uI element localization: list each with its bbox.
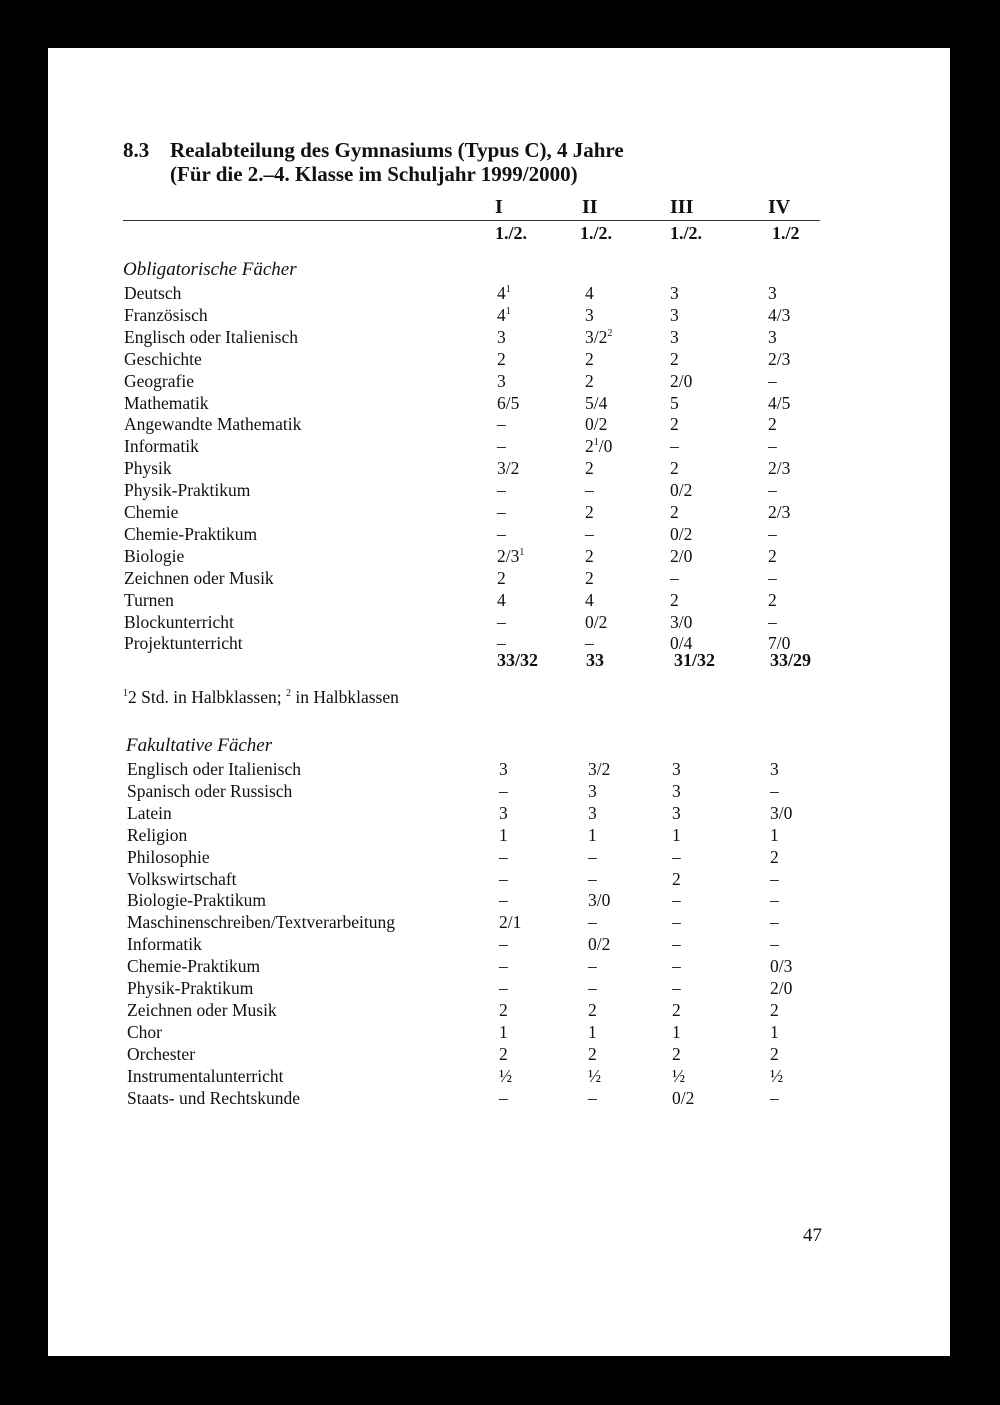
cell-text: 7/0 <box>768 633 791 654</box>
cell-value <box>670 545 692 567</box>
cell-value: 3 <box>672 780 681 801</box>
cell-text: 4 <box>497 589 506 610</box>
cell-value <box>497 501 506 523</box>
cell-text: 3 <box>670 283 679 303</box>
cell-text: – <box>585 633 594 654</box>
cell-text: 5 <box>670 392 679 413</box>
subject-label: Orchester <box>127 1043 196 1064</box>
cell-value: – <box>588 912 597 933</box>
cell-value <box>670 611 692 633</box>
cell-value: 0/2 <box>588 934 611 955</box>
cell-text: – <box>497 523 506 544</box>
cell-value: 1 <box>672 1021 681 1042</box>
cell-value <box>497 479 506 501</box>
total-IV: 33/29 <box>770 650 812 670</box>
cell-text: 2 <box>670 589 679 610</box>
cell-value <box>497 567 506 589</box>
cell-value <box>585 589 594 611</box>
table-row <box>48 802 948 824</box>
cell-value: 3/0 <box>770 802 793 823</box>
cell-value <box>768 567 777 589</box>
footnote-mark-1: 1 <box>123 688 128 700</box>
cell-text: – <box>497 502 506 522</box>
cell-value: ½ <box>672 1065 686 1086</box>
cell-text: – <box>768 480 777 501</box>
table-row <box>48 1021 948 1043</box>
cell-value: 2 <box>499 999 508 1020</box>
subject-label: Englisch oder Italienisch <box>127 759 301 779</box>
cell-value: – <box>672 934 681 955</box>
cell-text: 4 <box>497 283 506 303</box>
table-row <box>48 1065 948 1087</box>
cell-value: 2 <box>499 1043 508 1064</box>
cell-value: – <box>499 978 508 998</box>
cell-value <box>670 457 679 479</box>
table-row <box>48 933 948 955</box>
subject-label: Religion <box>127 824 188 845</box>
total-III: 31/32 <box>674 650 716 670</box>
cell-text: 2/3 <box>768 348 791 369</box>
column-header-II: II <box>582 196 598 218</box>
subject-label: Chemie-Praktikum <box>127 956 261 977</box>
cell-text: 3 <box>768 283 777 303</box>
cell-value: 2 <box>770 999 779 1020</box>
cell-text: 2 <box>585 348 594 369</box>
cell-value <box>497 413 506 435</box>
cell-value: ½ <box>588 1065 602 1086</box>
cell-text: 4/3 <box>768 304 791 325</box>
cell-text: 0/2 <box>585 414 608 435</box>
subject-label: Volkswirtschaft <box>127 868 237 889</box>
table-row <box>48 567 948 589</box>
table-row <box>48 501 948 523</box>
cell-value <box>768 370 777 392</box>
cell-value: 1 <box>770 1021 779 1042</box>
cell-value: – <box>770 868 779 889</box>
cell-value <box>768 589 777 611</box>
cell-text: – <box>670 436 679 457</box>
cell-value: – <box>770 780 779 801</box>
subject-label: Chemie <box>124 502 179 522</box>
cell-text: – <box>768 370 777 391</box>
footnote-marker: 1 <box>593 437 599 449</box>
cell-text: 2 <box>497 348 506 369</box>
table-row <box>48 479 948 501</box>
cell-value <box>497 348 506 370</box>
cell-text: 2 <box>585 502 594 522</box>
table-row <box>48 889 948 911</box>
cell-value: 1 <box>770 824 779 845</box>
optional-section-title: Fakultative Fächer <box>126 735 273 756</box>
cell-value <box>768 413 777 435</box>
subject-label: Blockunterricht <box>124 611 234 632</box>
cell-value: 2 <box>672 1043 681 1064</box>
subject-label: Biologie-Praktikum <box>127 890 267 911</box>
heading-number: 8.3 <box>123 138 150 162</box>
cell-text: – <box>497 633 506 654</box>
footnote-marker: 2 <box>607 327 613 339</box>
cell-value <box>670 348 679 370</box>
cell-value: 1 <box>499 824 508 845</box>
cell-value: – <box>588 978 597 998</box>
cell-value: 2 <box>770 1043 779 1064</box>
cell-text: – <box>670 567 679 588</box>
cell-text: 3 <box>497 370 506 391</box>
cell-text: 3 <box>670 304 679 325</box>
cell-value <box>768 523 777 545</box>
cell-text: 3 <box>768 326 777 347</box>
cell-text: 2/0 <box>670 370 693 391</box>
cell-text: 6/5 <box>497 392 520 413</box>
subject-label: Physik-Praktikum <box>127 978 254 998</box>
cell-value <box>585 326 612 348</box>
subject-label: Französisch <box>124 304 208 325</box>
subcolumn-IV: 1./2 <box>772 223 800 243</box>
cell-value <box>670 523 692 545</box>
subject-label: Physik-Praktikum <box>124 480 251 501</box>
cell-value <box>497 282 511 304</box>
obligatory-section-title: Obligatorische Fächer <box>123 259 297 280</box>
cell-value <box>670 479 692 501</box>
table-row <box>48 392 948 414</box>
cell-value: – <box>770 934 779 955</box>
table-row <box>48 868 948 890</box>
cell-value <box>768 545 777 567</box>
cell-text: 3 <box>585 304 594 325</box>
cell-value <box>497 370 506 392</box>
cell-value <box>585 479 594 501</box>
cell-value: – <box>672 978 681 998</box>
total-I: 33/32 <box>497 650 539 670</box>
cell-text: – <box>768 523 777 544</box>
cell-value <box>585 457 594 479</box>
cell-value: ½ <box>770 1065 784 1086</box>
cell-value <box>497 545 524 567</box>
heading-title-line2: (Für die 2.–4. Klasse im Schuljahr 1999/2000) <box>170 162 578 186</box>
cell-text: 2 <box>670 502 679 522</box>
cell-value <box>768 501 790 523</box>
subcolumn-I: 1./2. <box>495 223 528 243</box>
cell-value <box>670 370 692 392</box>
cell-text: 2 <box>585 436 594 457</box>
cell-value: – <box>499 868 508 889</box>
subject-label: Zeichnen oder Musik <box>127 999 277 1020</box>
table-row <box>48 413 948 435</box>
subject-label: Latein <box>127 802 172 823</box>
cell-value: 3 <box>672 802 681 823</box>
cell-value <box>585 435 612 457</box>
cell-value <box>670 435 679 457</box>
cell-value: – <box>672 890 681 911</box>
cell-text: – <box>585 523 594 544</box>
cell-value: – <box>770 912 779 933</box>
cell-value <box>585 611 607 633</box>
cell-text: 2/3 <box>768 502 791 522</box>
table-row <box>48 523 948 545</box>
cell-text: 4 <box>497 304 506 325</box>
column-header-III: III <box>670 196 694 218</box>
subject-label: Chor <box>127 1021 162 1042</box>
column-header-I: I <box>495 196 503 218</box>
cell-value: – <box>588 1087 597 1108</box>
subject-label: Spanisch oder Russisch <box>127 780 293 801</box>
subject-label: Informatik <box>124 436 199 457</box>
cell-value <box>670 567 679 589</box>
cell-value: 0/3 <box>770 956 793 977</box>
cell-text: 2/3 <box>497 545 520 566</box>
subcolumn-III: 1./2. <box>670 223 703 243</box>
cell-text: 0/4 <box>670 633 693 654</box>
cell-value: 2/0 <box>770 978 793 998</box>
cell-value <box>585 348 594 370</box>
cell-value: 1 <box>588 824 597 845</box>
page-number: 47 <box>803 1225 822 1246</box>
cell-value: 2 <box>588 1043 597 1064</box>
cell-text: – <box>497 414 506 435</box>
cell-text: 2 <box>670 414 679 435</box>
cell-value: – <box>770 890 779 911</box>
cell-value <box>497 304 511 326</box>
cell-value <box>497 392 519 414</box>
cell-value <box>670 589 679 611</box>
cell-value: – <box>588 868 597 889</box>
subject-label: Geschichte <box>124 348 202 369</box>
table-row <box>48 1043 948 1065</box>
table-row <box>48 780 948 802</box>
cell-value <box>768 304 790 326</box>
table-row <box>48 611 948 633</box>
table-row <box>48 304 948 326</box>
cell-value <box>497 457 519 479</box>
cell-value <box>670 282 679 304</box>
cell-text: 3 <box>670 326 679 347</box>
cell-value: 3/2 <box>588 759 611 779</box>
cell-value <box>768 457 790 479</box>
cell-value: 1 <box>499 1021 508 1042</box>
cell-text: 2 <box>768 545 777 566</box>
footnote-marker: 1 <box>519 546 525 558</box>
subject-label: Projektunterricht <box>124 633 243 654</box>
cell-value: 2 <box>672 868 681 889</box>
table-row <box>48 435 948 457</box>
cell-value <box>585 304 594 326</box>
table-row <box>48 457 948 479</box>
cell-text: 2 <box>585 370 594 391</box>
cell-value <box>497 611 506 633</box>
cell-value: 3 <box>588 780 597 801</box>
subject-label: Staats- und Rechtskunde <box>127 1087 301 1108</box>
subject-label: Angewandte Mathematik <box>124 414 302 435</box>
footnote-marker: 1 <box>505 306 511 318</box>
table-row <box>48 326 948 348</box>
table-row <box>48 370 948 392</box>
subject-label: Geografie <box>124 370 194 391</box>
total-II: 33 <box>586 650 604 670</box>
cell-value: 0/2 <box>672 1087 695 1108</box>
subcolumn-II: 1./2. <box>580 223 613 243</box>
footnote-marker: 1 <box>505 284 511 296</box>
footnote <box>123 687 399 708</box>
cell-value: – <box>588 956 597 977</box>
subject-label: Deutsch <box>124 283 182 303</box>
subject-label: Physik <box>124 458 172 479</box>
cell-text: 2 <box>670 348 679 369</box>
table-row <box>48 758 948 780</box>
cell-value <box>768 282 777 304</box>
cell-value: 3 <box>588 802 597 823</box>
table-row <box>48 282 948 304</box>
cell-value: 2 <box>770 846 779 867</box>
cell-text: 2 <box>670 458 679 479</box>
cell-value <box>670 501 679 523</box>
cell-value <box>585 567 594 589</box>
cell-value: – <box>499 846 508 867</box>
cell-text: – <box>497 611 506 632</box>
cell-value: 2 <box>588 999 597 1020</box>
table-row <box>48 911 948 933</box>
footnote-text-2: in Halbklassen <box>290 687 399 707</box>
cell-value <box>670 304 679 326</box>
cell-value: 3 <box>770 759 779 779</box>
cell-value: – <box>672 846 681 867</box>
cell-text: – <box>768 436 777 457</box>
cell-value: – <box>672 956 681 977</box>
cell-value: 1 <box>672 824 681 845</box>
cell-value <box>585 501 594 523</box>
cell-value <box>497 523 506 545</box>
cell-text: – <box>768 611 777 632</box>
cell-text: 2 <box>497 567 506 588</box>
cell-text: 0/2 <box>670 480 693 501</box>
cell-value <box>585 413 607 435</box>
footnote-text-1: 2 Std. in Halbklassen; <box>128 687 286 707</box>
cell-text: 2/0 <box>670 545 693 566</box>
cell-value <box>585 392 607 414</box>
cell-value <box>768 326 777 348</box>
cell-text: – <box>585 480 594 501</box>
cell-value: 3/0 <box>588 890 611 911</box>
cell-text: 3 <box>497 326 506 347</box>
subject-label: Biologie <box>124 545 185 566</box>
table-row <box>48 1087 948 1109</box>
subject-label: Mathematik <box>124 392 209 413</box>
document-page <box>48 48 950 1356</box>
table-row <box>48 977 948 999</box>
subject-label: Philosophie <box>127 846 210 867</box>
footnote-mark-2: 2 <box>285 688 291 700</box>
cell-text: 3/2 <box>497 458 520 479</box>
cell-value <box>585 523 594 545</box>
subject-label: Englisch oder Italienisch <box>124 326 298 347</box>
cell-text: 4 <box>585 589 594 610</box>
subject-label: Maschinenschreiben/Textverarbeitung <box>127 912 395 933</box>
cell-value <box>497 435 506 457</box>
cell-value <box>497 589 506 611</box>
cell-value: ½ <box>499 1065 513 1086</box>
table-row <box>48 824 948 846</box>
table-row <box>48 999 948 1021</box>
cell-text: 0/2 <box>585 611 608 632</box>
cell-value: – <box>499 956 508 977</box>
cell-value <box>670 392 679 414</box>
cell-value: – <box>499 890 508 911</box>
table-row <box>48 955 948 977</box>
cell-text: 2 <box>585 567 594 588</box>
cell-value: 1 <box>588 1021 597 1042</box>
cell-text-suffix: /0 <box>598 436 613 457</box>
cell-value: – <box>499 780 508 801</box>
cell-text: 2 <box>768 589 777 610</box>
cell-value: – <box>499 1087 508 1108</box>
cell-text: 4 <box>585 283 594 303</box>
cell-text: 2/3 <box>768 458 791 479</box>
cell-value: – <box>672 912 681 933</box>
cell-value: – <box>770 1087 779 1108</box>
cell-value: – <box>588 846 597 867</box>
cell-value: 2/1 <box>499 912 522 933</box>
cell-text: 5/4 <box>585 392 608 413</box>
cell-text: 0/2 <box>670 523 693 544</box>
cell-text: 4/5 <box>768 392 791 413</box>
cell-value <box>768 611 777 633</box>
table-row <box>48 348 948 370</box>
table-row <box>48 589 948 611</box>
subject-label: Informatik <box>127 934 202 955</box>
cell-text: 2 <box>585 458 594 479</box>
subject-label: Turnen <box>124 589 174 610</box>
subject-label: Instrumentalunterricht <box>127 1065 284 1086</box>
subject-label: Zeichnen oder Musik <box>124 567 274 588</box>
table-row <box>48 846 948 868</box>
cell-text: 3/0 <box>670 611 693 632</box>
subject-label: Chemie-Praktikum <box>124 523 258 544</box>
cell-value: 2 <box>672 999 681 1020</box>
cell-value <box>497 326 506 348</box>
cell-value <box>768 479 777 501</box>
cell-value: 3 <box>499 802 508 823</box>
cell-value <box>768 435 777 457</box>
column-header-IV: IV <box>768 196 791 218</box>
cell-value <box>585 545 594 567</box>
cell-value <box>585 370 594 392</box>
cell-value: 3 <box>499 759 508 779</box>
cell-value <box>670 413 679 435</box>
cell-value: – <box>499 934 508 955</box>
cell-text: – <box>497 480 506 501</box>
cell-text: – <box>497 436 506 457</box>
heading-title-line1: Realabteilung des Gymnasiums (Typus C), 4 Jahre <box>170 138 624 162</box>
cell-text: 3/2 <box>585 326 608 347</box>
cell-value <box>670 326 679 348</box>
cell-text: 2 <box>768 414 777 435</box>
header-rule <box>123 220 820 221</box>
cell-value <box>768 348 790 370</box>
table-row <box>48 545 948 567</box>
cell-text: 2 <box>585 545 594 566</box>
cell-value <box>768 392 790 414</box>
cell-text: – <box>768 567 777 588</box>
cell-value <box>585 282 594 304</box>
cell-value: 3 <box>672 759 681 779</box>
